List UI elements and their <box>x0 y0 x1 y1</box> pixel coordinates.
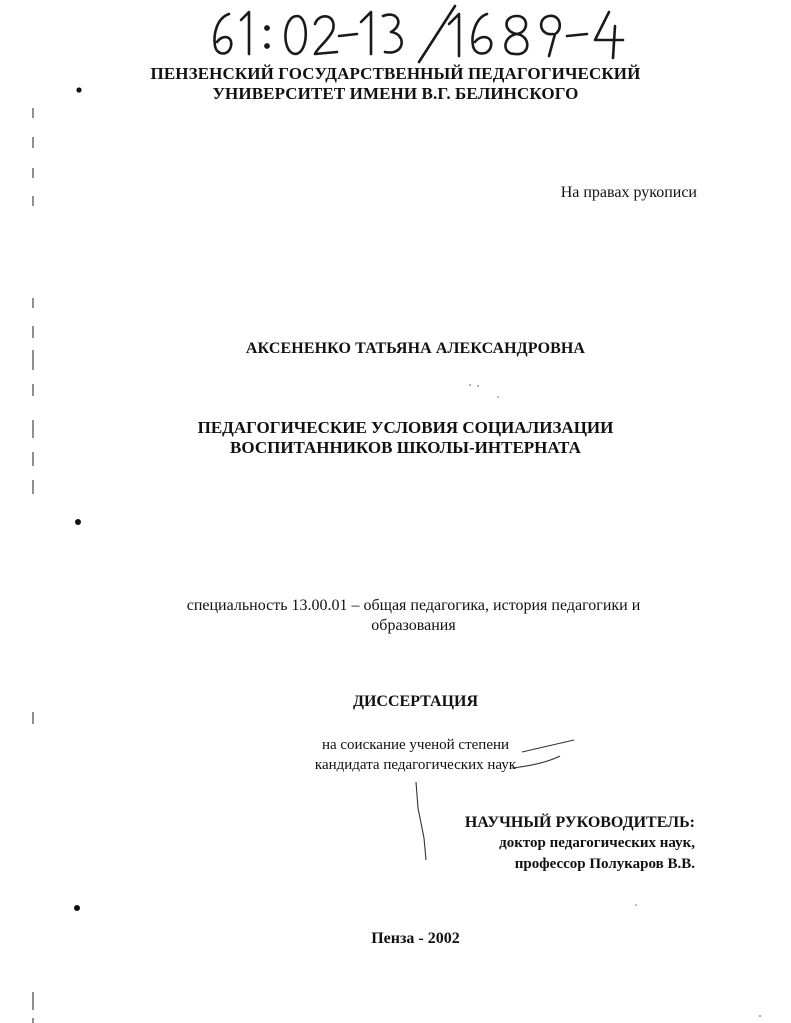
binding-hole-2 <box>75 519 81 525</box>
supervisor-degree: доктор педагогических наук, <box>499 835 695 851</box>
specialty-line-1: специальность 13.00.01 – общая педагогика, история педагогики и <box>186 597 641 614</box>
dissertation-title-line-1: ПЕДАГОГИЧЕСКИЕ УСЛОВИЯ СОЦИАЛИЗАЦИИ <box>197 418 614 437</box>
specialty-line-2: образования <box>371 617 456 634</box>
dissertation-title <box>10 418 791 458</box>
supervisor-name: профессор Полукаров В.В. <box>514 856 695 872</box>
scientific-supervisor <box>465 812 695 875</box>
university-name <box>0 64 791 104</box>
university-name-line-1: ПЕНЗЕНСКИЙ ГОСУДАРСТВЕННЫЙ ПЕДАГОГИЧЕСКИЙ <box>150 64 641 83</box>
author-name: АКСЕНЕНКО ТАТЬЯНА АЛЕКСАНДРОВНА <box>245 340 586 357</box>
degree-line-1: на соискание ученой степени <box>321 737 510 753</box>
binding-hole-3 <box>74 905 80 911</box>
handwritten-archive-code <box>205 4 645 64</box>
city-year: Пенза - 2002 <box>371 930 460 947</box>
degree-statement <box>20 735 791 775</box>
dissertation-title-line-2: ВОСПИТАННИКОВ ШКОЛЫ-ИНТЕРНАТА <box>230 438 581 457</box>
document-type: ДИССЕРТАЦИЯ <box>352 693 479 710</box>
specialty <box>18 596 791 636</box>
degree-line-2: кандидата педагогических наук <box>314 757 517 773</box>
supervisor-heading: НАУЧНЫЙ РУКОВОДИТЕЛЬ: <box>464 814 695 831</box>
university-name-line-2: УНИВЕРСИТЕТ ИМЕНИ В.Г. БЕЛИНСКОГО <box>212 84 579 103</box>
manuscript-rights-note: На правах рукописи <box>560 184 697 201</box>
